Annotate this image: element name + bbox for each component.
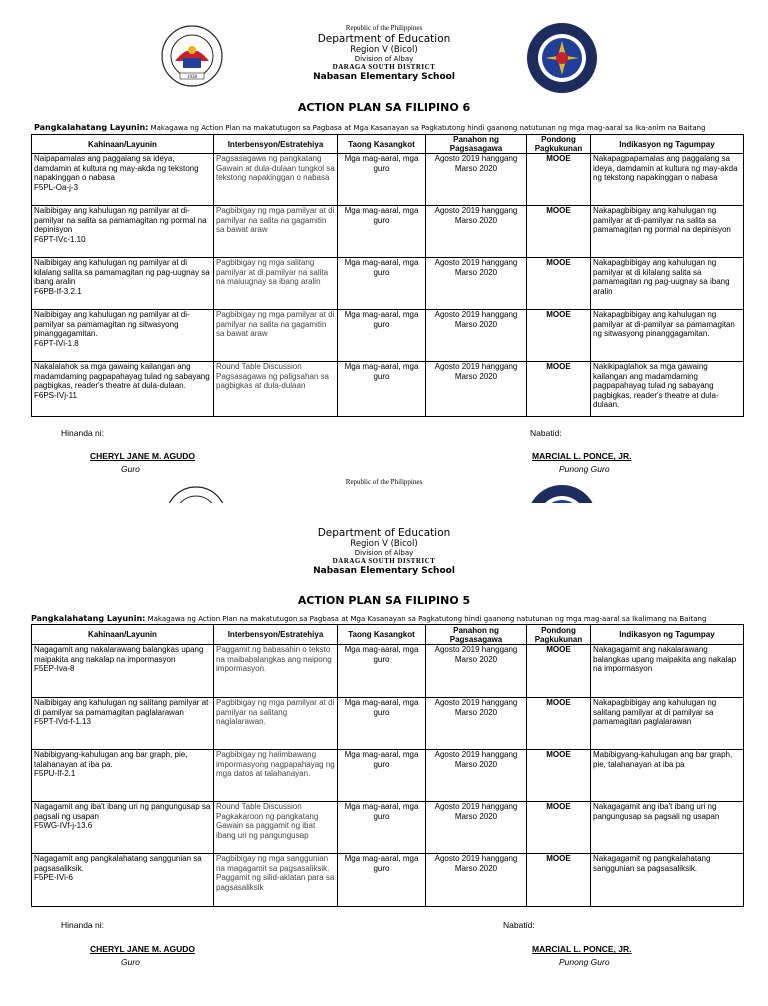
table-row: [32, 802, 744, 854]
school-label: Nabasan Elementary School: [313, 72, 455, 82]
table-cell: MOOE: [527, 750, 591, 802]
table-cell: Naibibigay ang kahulugan ng salitang pamilyar at di pamilyar sa pamamagitan paglalarawan F5PT-IVd-f-1.13: [32, 698, 214, 750]
table-cell: Nakapagbibigay ang kahulugan ng pamilyar at di kilalang salita sa pamamagitan ng pag-uugnay sa ibang aralin: [591, 258, 744, 310]
table-cell: Mga mag-aaral, mga guro: [338, 310, 426, 362]
table-cell: Mga mag-aaral, mga guro: [338, 698, 426, 750]
table-row: [32, 154, 744, 206]
column-header: Taong Kasangkot: [338, 625, 426, 645]
table-cell: Mga mag-aaral, mga guro: [338, 258, 426, 310]
table-cell: MOOE: [527, 310, 591, 362]
table-row: [32, 206, 744, 258]
table-cell: Nagagamit ang nakalarawang balangkas upang maipakita ang nakalap na impormasyon F5EP-Iva-8: [32, 645, 214, 698]
table-cell: Nagagamit ang pangkalahatang sanggunian sa pagsasaliksik. F5PE-IVi-6: [32, 854, 214, 907]
table-cell: Nakapagbibigay ang kahulugan ng pamilyar at di-pamilyar sa pamamagitan ng sitwasyong pinanggagamitan.: [591, 310, 744, 362]
table-cell: Agosto 2019 hanggang Marso 2020: [426, 310, 527, 362]
plan5-goal-label: Pangkalahatang Layunin:: [31, 614, 146, 623]
table-cell: Agosto 2019 hanggang Marso 2020: [426, 362, 527, 417]
column-header: Kahinaan/Layunin: [32, 625, 214, 645]
page-header: [0, 24, 768, 82]
table-header-row: [32, 135, 744, 154]
plan5-goal-text: Makagawa ng Action Plan na makatutugon sa Pagbasa at Mga Kasanayan sa Pagkatutong hindi gaanong natutunan ng mga mag-aaral sa Ikalimang na Baitang: [147, 615, 707, 623]
table-cell: Agosto 2019 hanggang Marso 2020: [426, 258, 527, 310]
region-label: Region V (Bicol): [350, 539, 418, 549]
table-row: [32, 698, 744, 750]
table-cell: MOOE: [527, 362, 591, 417]
table-row: [32, 258, 744, 310]
plan5-table: [31, 624, 744, 907]
plan5-noted-name: MARCIAL L. PONCE, JR.: [532, 944, 632, 954]
plan6-table: [31, 134, 744, 417]
table-cell: Mga mag-aaral, mga guro: [338, 645, 426, 698]
column-header: Kahinaan/Layunin: [32, 135, 214, 154]
table-cell: Nakapagbibigay ang kahulugan ng salitang pamilyar at di pamilyar sa pamamagitan paglalarawan: [591, 698, 744, 750]
table-cell: MOOE: [527, 802, 591, 854]
plan5-prepared-role: Guro: [121, 957, 140, 967]
table-cell: MOOE: [527, 154, 591, 206]
plan6-goal: [34, 123, 706, 132]
table-cell: MOOE: [527, 258, 591, 310]
table-cell: Pagsasagawa ng pangkatang Gawain at dula-dulaan tungkol sa tekstong napakinggan o nabasa: [214, 154, 338, 206]
table-cell: Pagbibigay ng mga pamilyar at di pamilyar na salitang naglalarawan.: [214, 698, 338, 750]
plan6-prepared-role: Guro: [121, 464, 140, 474]
table-cell: Mga mag-aaral, mga guro: [338, 854, 426, 907]
plan6-goal-text: Makagawa ng Action Plan na makatutugon sa Pagbasa at Mga Kasanayan sa Pagkatutong hindi gaanong natutunan ng mga mag-aaral sa Ika-anim na Baitang: [150, 124, 706, 132]
plan5-title: ACTION PLAN SA FILIPINO 5: [297, 594, 471, 607]
school-label: Nabasan Elementary School: [313, 566, 455, 576]
table-row: [32, 750, 744, 802]
table-cell: Paggamit ng babasahin o teksto na maibabalangkas ang naipong impormasyon.: [214, 645, 338, 698]
table-cell: Nabibigyang-kahulugan ang bar graph, pie, talahanayan at iba pa. F5PU-If-2.1: [32, 750, 214, 802]
plan6-noted-role: Punong Guro: [559, 464, 610, 474]
column-header: Taong Kasangkot: [338, 135, 426, 154]
table-cell: Nakalalahok sa mga gawaing kailangan ang madamdaming pagpapahayag tulad ng sabayang pagbigkas, reader's theatre at dula-dulaan. F6PS-IVj-11: [32, 362, 214, 417]
plan6-prepared-label: Hinanda ni:: [61, 428, 105, 438]
plan6-prepared-name: CHERYL JANE M. AGUDO: [90, 451, 196, 461]
column-header: Interbensyon/Estratehiya: [214, 625, 338, 645]
column-header: Indikasyon ng Tagumpay: [591, 135, 744, 154]
table-cell: Mga mag-aaral, mga guro: [338, 154, 426, 206]
column-header: Interbensyon/Estratehiya: [214, 135, 338, 154]
table-cell: Naibibigay ang kahulugan ng pamilyar at di-pamilyar sa pamamagitan ng sitwasyong pinanggagamitan. F6PT-IVi-1.8: [32, 310, 214, 362]
plan5-goal: [31, 614, 706, 623]
table-header-row: [32, 625, 744, 645]
table-cell: Agosto 2019 hanggang Marso 2020: [426, 854, 527, 907]
table-cell: Mga mag-aaral, mga guro: [338, 750, 426, 802]
table-cell: Agosto 2019 hanggang Marso 2020: [426, 154, 527, 206]
svg-text:1938: 1938: [187, 75, 197, 80]
table-cell: Naibibigay ang kahulugan ng pamilyar at di-pamilyar na salita sa pamamagitan ng pormal na depinisyon F6PT-IVc-1.10: [32, 206, 214, 258]
table-cell: MOOE: [527, 854, 591, 907]
plan6-goal-label: Pangkalahatang Layunin:: [34, 123, 149, 132]
table-cell: Nakagagamit ng pangkalahatang sanggunian sa pagsasaliksik.: [591, 854, 744, 907]
table-cell: Pagbibigay ng mga pamilyar at di pamilyar na salita na gagamitin sa bawat araw: [214, 206, 338, 258]
division-label: Division of Albay: [354, 549, 414, 557]
table-row: [32, 310, 744, 362]
column-header: Panahon ng Pagsasagawa: [426, 135, 527, 154]
department-label: Department of Education: [317, 33, 451, 45]
plan5-noted-role: Punong Guro: [559, 957, 610, 967]
cut-deped-seal-icon: [526, 484, 598, 503]
plan6-title: ACTION PLAN SA FILIPINO 6: [297, 101, 471, 114]
table-cell: Agosto 2019 hanggang Marso 2020: [426, 206, 527, 258]
department-label: Department of Education: [317, 527, 451, 539]
cut-school-seal-icon: [165, 486, 227, 503]
table-cell: Nakapagpapamalas ang paggalang sa ideya, damdamin at kultura ng may-akda ng tekstong napakinggan o nabasa: [591, 154, 744, 206]
plan5-noted-label: Nabatid:: [503, 920, 535, 930]
plan6-noted-name: MARCIAL L. PONCE, JR.: [532, 451, 632, 461]
table-cell: Nakikipaglahok sa mga gawaing kailangan ang madamdaming pagpapahayag tulad ng sabayang pagbigkas, reader's theatre at dula-dulaan.: [591, 362, 744, 417]
page-header-2: [0, 526, 768, 576]
table-cell: Pagbibigay ng halimbawang impormasyong nagpapahayag ng mga datos at talahanayan.: [214, 750, 338, 802]
table-cell: Agosto 2019 hanggang Marso 2020: [426, 750, 527, 802]
republic-label: Republic of the Philippines: [345, 24, 423, 32]
district-label: DARAGA SOUTH DISTRICT: [332, 63, 436, 71]
table-cell: MOOE: [527, 206, 591, 258]
table-cell: Nakagagamit ang iba't ibang uri ng pangungusap sa pagsali ng usapan: [591, 802, 744, 854]
plan6-noted-label: Nabatid:: [530, 428, 562, 438]
table-cell: Naibibigay ang kahulugan ng pamilyar at di kilalang salita sa pamamagitan ng pag-uugnay sa ibang aralin F6PB-If-3.2.1: [32, 258, 214, 310]
table-cell: Naipapamalas ang paggalang sa ideya, damdamin at kultura ng may-akda ng tekstong napakinggan o nabasa F5PL-Oa-j-3: [32, 154, 214, 206]
table-cell: Nakagagamit ang nakalarawang balangkas upang maipakita ang nakalap na impormasyon: [591, 645, 744, 698]
table-row: [32, 645, 744, 698]
plan5-prepared-name: CHERYL JANE M. AGUDO: [90, 944, 196, 954]
table-cell: Mga mag-aaral, mga guro: [338, 802, 426, 854]
table-cell: Agosto 2019 hanggang Marso 2020: [426, 698, 527, 750]
table-cell: MOOE: [527, 645, 591, 698]
table-cell: Pagbibigay ng mga pamilyar at di pamilyar na salita na gagamitin sa bawat araw: [214, 310, 338, 362]
cut-republic-label: Republic of the Philippines: [345, 478, 423, 486]
table-cell: Agosto 2019 hanggang Marso 2020: [426, 802, 527, 854]
table-row: [32, 362, 744, 417]
column-header: Pondong Pagkukunan: [527, 625, 591, 645]
cut-header: [0, 478, 768, 486]
region-label: Region V (Bicol): [350, 45, 418, 55]
column-header: Panahon ng Pagsasagawa: [426, 625, 527, 645]
table-cell: Nagagamit ang iba't ibang uri ng pangungusap sa pagsali ng usapan F5WG-IVf-j-13.6: [32, 802, 214, 854]
table-cell: Pagbibigay ng mga salitang pamilyar at di pamilyar na salita na maiuugnay sa ibang aralin: [214, 258, 338, 310]
district-label: DARAGA SOUTH DISTRICT: [332, 557, 436, 565]
column-header: Indikasyon ng Tagumpay: [591, 625, 744, 645]
division-label: Division of Albay: [354, 55, 414, 63]
plan5-prepared-label: Hinanda ni:: [61, 920, 105, 930]
table-cell: Agosto 2019 hanggang Marso 2020: [426, 645, 527, 698]
table-cell: MOOE: [527, 698, 591, 750]
table-cell: Mga mag-aaral, mga guro: [338, 206, 426, 258]
table-cell: Round Table Discussion Pagkakaroon ng pangkatang Gawain sa paggamit ng ibat ibang uri ng pangungusap: [214, 802, 338, 854]
table-cell: Mga mag-aaral, mga guro: [338, 362, 426, 417]
table-cell: Nakapagbibigay ang kahulugan ng pamilyar at di-pamilyar na salita sa pamamagitan ng pormal na depinisyon: [591, 206, 744, 258]
column-header: Pondong Pagkukunan: [527, 135, 591, 154]
table-cell: Round Table Discussion Pagsasagawa ng paligsahan sa pagbigkas at dula-dulaan: [214, 362, 338, 417]
table-cell: Pagbibigay ng mga sanggunian na magagamit sa pagsasaliksik. Paggamit ng silid-aklatan para sa pagsasaliksik: [214, 854, 338, 907]
table-row: [32, 854, 744, 907]
table-cell: Mabibigyang-kahulugan ang bar graph, pie, talahanayan at iba pa: [591, 750, 744, 802]
